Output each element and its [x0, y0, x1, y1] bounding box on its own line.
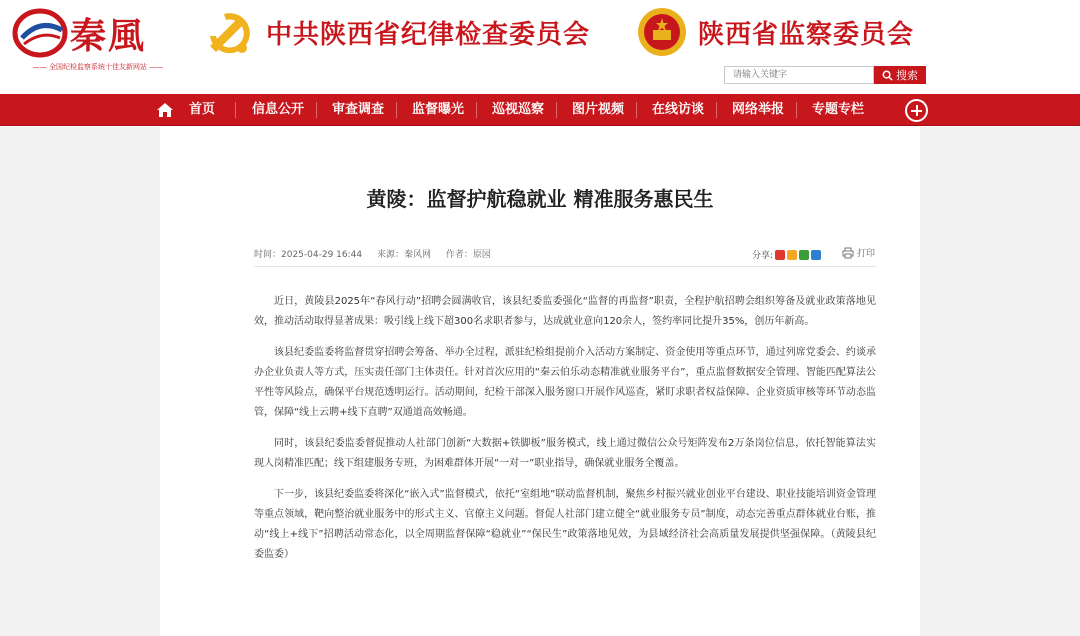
search-button-label: 搜索: [896, 69, 918, 82]
nav-item-info-disclosure[interactable]: 信息公开: [252, 102, 305, 117]
nav-separator: [235, 102, 236, 118]
nav-separator: [396, 102, 397, 118]
print-label: 打印: [857, 249, 876, 259]
national-emblem-icon: [636, 6, 688, 58]
search-icon: [882, 70, 893, 81]
site-header: [0, 0, 1080, 94]
nav-item-online-interview[interactable]: 在线访谈: [652, 102, 705, 117]
article-body: [254, 292, 876, 576]
article-container: [160, 127, 920, 636]
nav-more-plus-icon[interactable]: [905, 99, 928, 122]
logo-text: 秦風: [70, 15, 147, 57]
site-logo[interactable]: [12, 6, 172, 72]
logo-slogan: —— 全国纪检监察系统十佳友新网站 ——: [32, 63, 164, 71]
nav-item-online-report[interactable]: 网络举报: [732, 102, 785, 117]
org-name-discipline-commission: 中共陕西省纪律检查委员会: [266, 20, 591, 50]
nav-item-special-topics[interactable]: 专题专栏: [812, 102, 865, 117]
share-wechat-icon[interactable]: [799, 250, 809, 260]
nav-item-photo-video[interactable]: 图片视频: [572, 102, 625, 117]
main-nav: [0, 94, 1080, 126]
nav-item-exposure[interactable]: 监督曝光: [412, 102, 465, 117]
party-emblem-icon: [202, 6, 254, 58]
share-qzone-icon[interactable]: [787, 250, 797, 260]
article-paragraph: 近日，黄陵县2025年“春风行动”招聘会圆满收官，该县纪委监委强化“监督的再监督”职责，全程护航招聘会组织筹备及就业政策落地见效，推动活动取得显著成果：吸引线上线下超300名求职者参与，达成就业意向120余人，签约率同比提升35%，创历年新高。: [254, 296, 876, 327]
article-paragraph: 同时，该县纪委监委督促推动人社部门创新“大数据+铁脚板”服务模式，线上通过微信公众号矩阵发布2万条岗位信息，依托智能算法实现人岗精准匹配；线下组建服务专班，为困难群体开展“一对一”职业指导，确保就业服务全覆盖。: [254, 438, 876, 469]
nav-item-home[interactable]: 首页: [189, 102, 216, 117]
article-source: 来源：秦风网: [376, 250, 431, 260]
article-title: 黄陵：监督护航稳就业 精准服务惠民生: [366, 187, 714, 211]
share-qq-icon[interactable]: [811, 250, 821, 260]
nav-item-inspection[interactable]: 巡视巡察: [492, 102, 545, 117]
article-time: 时间：2025-04-29 16:44: [254, 250, 363, 260]
nav-separator: [636, 102, 637, 118]
nav-separator: [476, 102, 477, 118]
print-button[interactable]: [842, 246, 875, 259]
article-paragraph: 该县纪委监委将监督贯穿招聘会筹备、举办全过程，派驻纪检组提前介入活动方案制定、资金使用等重点环节，通过列席党委会、约谈承办企业负责人等方式，压实责任部门主体责任。针对首次应用的“秦云伯乐动态精准就业服务平台”，重点监督数据安全管理、智能匹配算法公平性等风险点，确保平台规范透明运行。活动期间，纪检干部深入服务窗口开展作风巡查，紧盯求职者权益保障、企业资质审核等环节动态监管，保障“线上云聘+线下直聘”双通道高效畅通。: [254, 347, 876, 418]
org-name-supervisory-commission: 陕西省监察委员会: [698, 20, 915, 50]
share-bar: [752, 248, 821, 261]
nav-separator: [796, 102, 797, 118]
article-author: 作者：原园: [445, 250, 491, 260]
printer-icon: [842, 247, 854, 259]
search-input[interactable]: [724, 66, 874, 84]
left-background: [0, 127, 160, 636]
home-icon[interactable]: [156, 101, 174, 119]
share-weibo-icon[interactable]: [775, 250, 785, 260]
article-meta: [254, 247, 503, 260]
article-paragraph: 下一步，该县纪委监委将深化“嵌入式”监督模式，依托“室组地”联动监督机制，聚焦乡村振兴就业创业平台建设、职业技能培训资金管理等重点领域，靶向整治就业服务中的形式主义、官僚主义问题。督促人社部门建立健全“就业服务专员”制度，动态完善重点群体就业台账，推动“线上+线下”招聘活动常态化，以全周期监督保障“稳就业”“保民生”政策落地见效，为县域经济社会高质量发展提供坚强保障。（黄陵县纪委监委）: [254, 489, 876, 560]
share-label: 分享:: [752, 251, 774, 261]
nav-separator: [316, 102, 317, 118]
qinfeng-logo-icon: [12, 8, 68, 58]
nav-separator: [556, 102, 557, 118]
meta-divider: [254, 266, 876, 267]
right-background: [920, 127, 1080, 636]
search-button[interactable]: [874, 66, 926, 84]
nav-separator: [716, 102, 717, 118]
nav-item-investigation[interactable]: 审查调查: [332, 102, 385, 117]
